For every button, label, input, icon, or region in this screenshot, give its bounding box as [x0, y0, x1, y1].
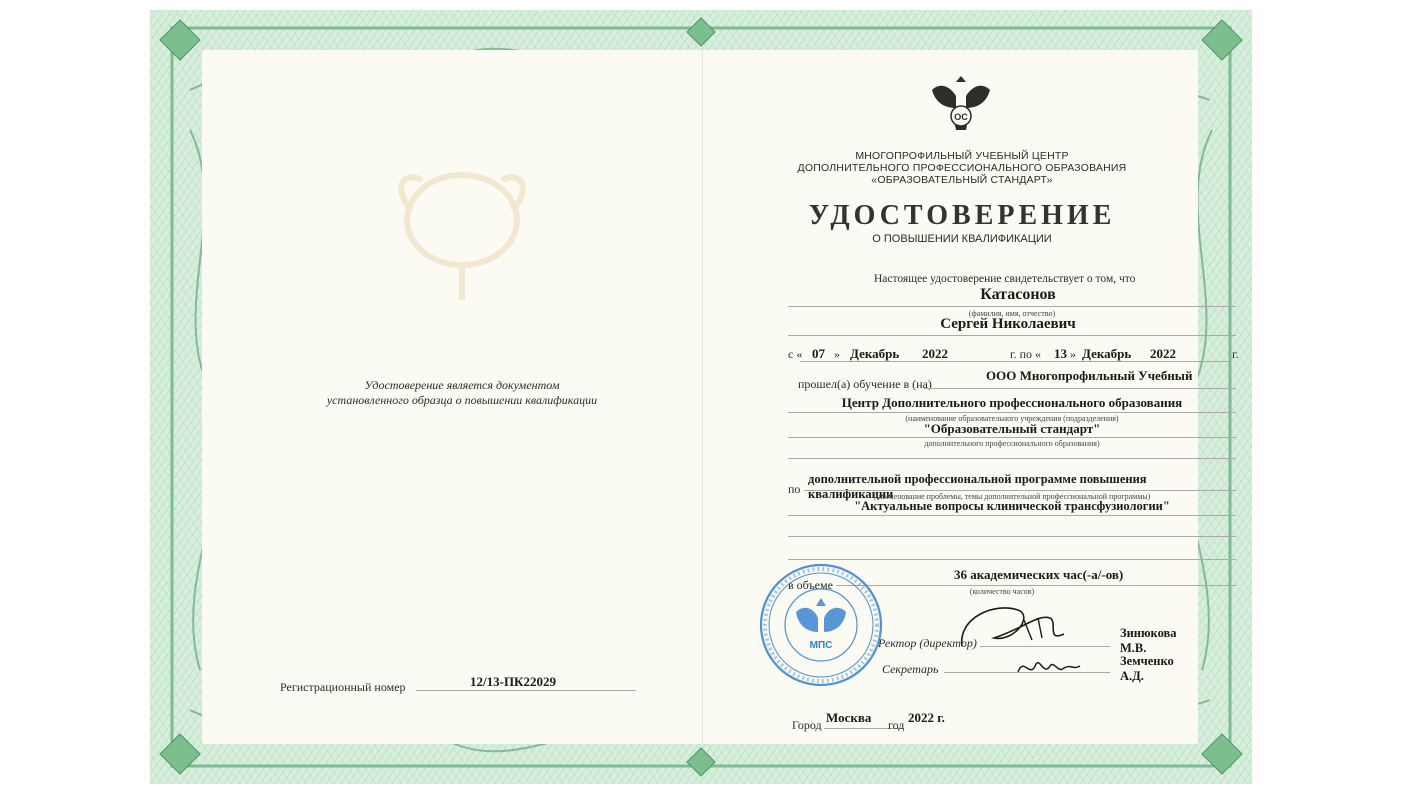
secretary-label: Секретарь — [882, 662, 939, 676]
paper-area — [202, 50, 1239, 744]
official-stamp — [758, 562, 884, 688]
institution-rule1 — [924, 388, 1236, 389]
date-to-year: 2022 — [1150, 346, 1176, 361]
surname-rule — [788, 306, 1236, 307]
date-prefix: с « — [788, 347, 803, 361]
date-mid: г. по « — [1010, 347, 1041, 361]
year-label: год — [888, 718, 905, 732]
secretary-name: Земченко А.Д. — [1120, 654, 1174, 683]
date-to-month: Декабрь — [1082, 346, 1132, 361]
program-prefix: по — [788, 482, 801, 496]
institution-line2: Центр Дополнительного профессионального образования — [841, 395, 1183, 410]
city-label: Город — [792, 718, 822, 732]
date-to-day: 13 — [1054, 346, 1067, 361]
program-line2: "Актуальные вопросы клинической трансфузиологии" — [854, 499, 1170, 513]
org-name-line2: ДОПОЛНИТЕЛЬНОГО ПРОФЕССИОНАЛЬНОГО ОБРАЗОВАНИЯ — [797, 162, 1127, 174]
surname: Катасонов — [980, 286, 1056, 303]
date-to-quote: » — [1070, 347, 1076, 361]
volume-label: в объеме — [788, 578, 833, 592]
certificate-title: УДОСТОВЕРЕНИЕ — [808, 200, 1116, 231]
watermark-eagle-icon — [382, 150, 542, 310]
institution-rule3 — [788, 437, 1236, 438]
registration-label: Регистрационный номер — [280, 680, 406, 694]
emblem-letters: ОС — [954, 112, 968, 122]
registration-rule — [416, 690, 636, 691]
program-rule2 — [788, 515, 1236, 516]
hours-rule — [836, 585, 1236, 586]
org-name-line3: «ОБРАЗОВАТЕЛЬНЫЙ СТАНДАРТ» — [871, 174, 1053, 186]
program-rule1 — [804, 490, 1236, 491]
blank-rule2 — [788, 536, 1236, 537]
institution-line3: "Образовательный стандарт" — [923, 421, 1101, 436]
date-from-month: Декабрь — [850, 346, 900, 361]
certificate-subtitle: О ПОВЫШЕНИИ КВАЛИФИКАЦИИ — [872, 233, 1052, 245]
program-line1: дополнительной профессиональной программе повышения квалификации — [808, 472, 1147, 501]
date-from-day: 07 — [812, 346, 825, 361]
blank-rule1 — [788, 458, 1236, 459]
stamp-center-text: МПС — [809, 640, 833, 651]
intro-text: Настоящее удостоверение свидетельствует о том, что — [874, 273, 1136, 285]
year: 2022 г. — [908, 710, 945, 725]
date-rule — [800, 361, 1228, 362]
city: Москва — [826, 710, 872, 725]
date-from-quote: » — [834, 347, 840, 361]
institution-caption1: (наименование образовательного учреждения (подразделения) — [905, 414, 1119, 423]
rector-label: Ректор (директор) — [878, 636, 977, 650]
document-note-line2: установленного образца о повышении квалификации — [326, 393, 598, 407]
certificate — [150, 10, 1252, 784]
institution-caption2: дополнительного профессионального образования) — [924, 439, 1100, 448]
institution-line1: ООО Многопрофильный Учебный — [986, 368, 1193, 383]
secretary-signature — [1014, 652, 1084, 682]
hours: 36 академических час(-а/-ов) — [954, 567, 1124, 582]
hours-caption: (количество часов) — [969, 587, 1035, 596]
institution-rule2 — [788, 412, 1236, 413]
given-names: Сергей Николаевич — [940, 316, 1076, 332]
program-caption: (наименование проблемы, темы дополнительной профессиональной программы) — [873, 492, 1151, 501]
org-name-line1: МНОГОПРОФИЛЬНЫЙ УЧЕБНЫЙ ЦЕНТР — [855, 150, 1069, 162]
date-from-year: 2022 — [922, 346, 948, 361]
page-fold — [702, 50, 703, 744]
blank-rule3 — [788, 559, 1236, 560]
document-note-line1: Удостоверение является документом — [364, 378, 560, 392]
rector-signature — [954, 598, 1074, 654]
date-suffix: г. — [1232, 347, 1239, 361]
registration-number: 12/13-ПК22029 — [470, 674, 556, 689]
given-names-rule — [788, 335, 1236, 336]
eagle-emblem-icon — [926, 68, 996, 138]
rector-name: Зинюкова М.В. — [1120, 626, 1177, 655]
name-caption: (фамилия, имя, отчество) — [968, 309, 1056, 318]
trained-label: прошел(а) обучение в (на) — [798, 377, 932, 391]
